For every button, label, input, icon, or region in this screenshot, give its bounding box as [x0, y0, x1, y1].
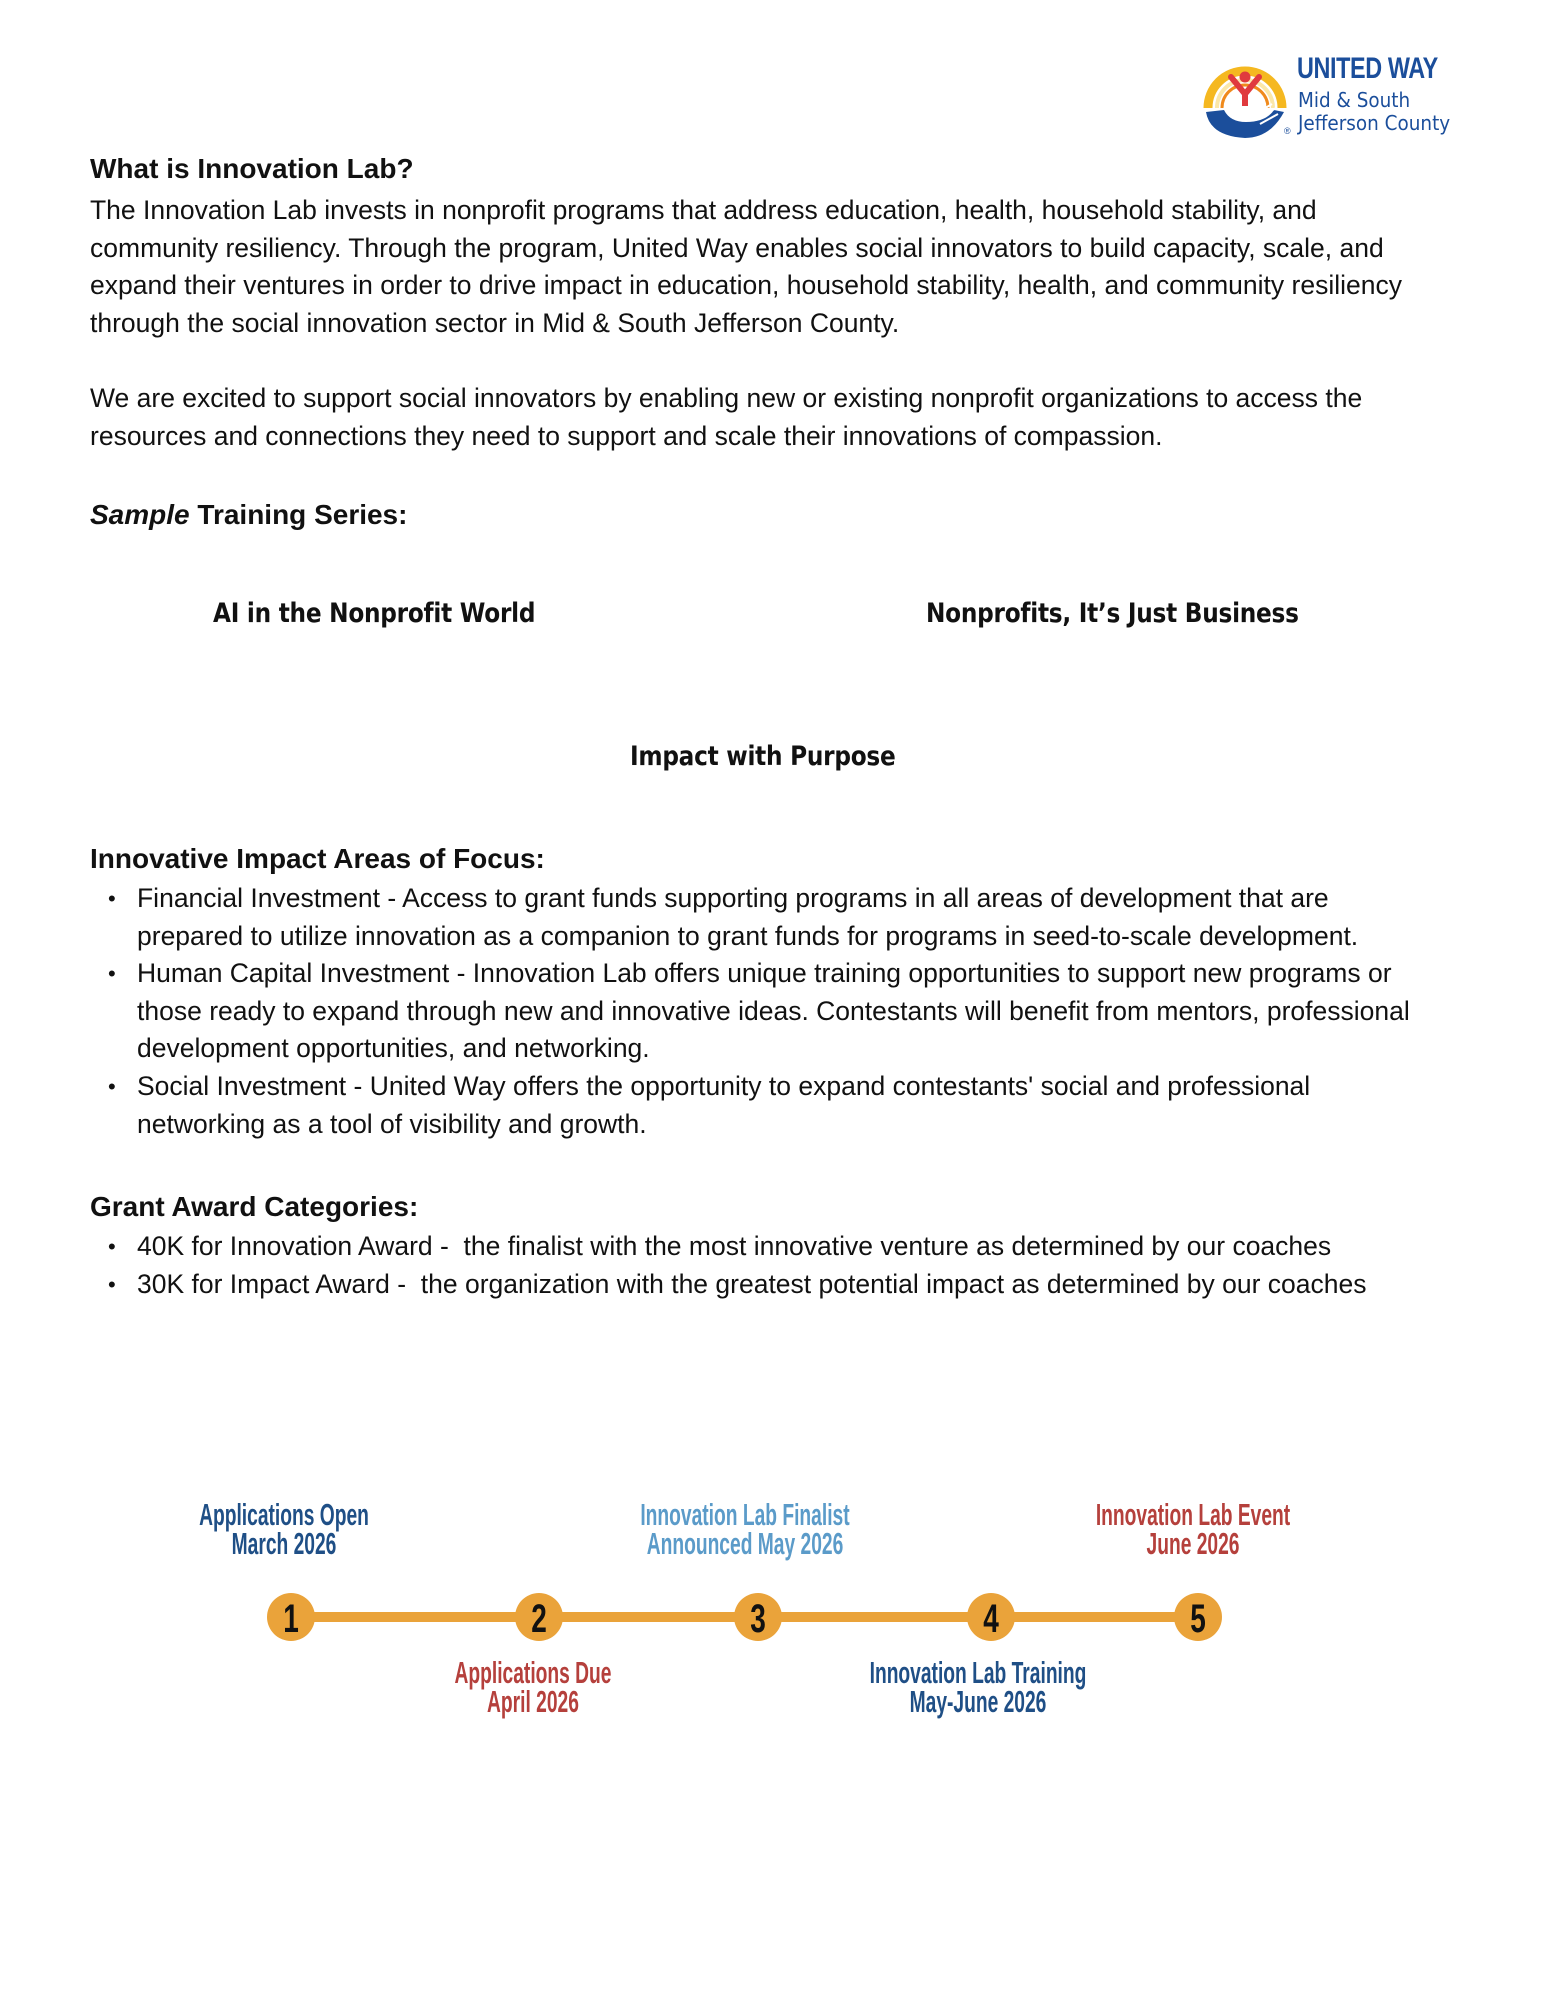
training-item-impact: Impact with Purpose — [630, 741, 896, 772]
focus-item-line: • Human Capital Investment - Innovation Lab offers unique training opportunities to support new programs or — [137, 958, 1392, 989]
timeline-step-date: April 2026 — [487, 1684, 579, 1719]
timeline-step-label — [1038, 1497, 1348, 1561]
timeline-step-number: 2 — [531, 1597, 547, 1642]
timeline-step-number: 4 — [983, 1597, 999, 1642]
timeline — [0, 1460, 1545, 1760]
focus-item-line: development opportunities, and networking. — [137, 1033, 650, 1064]
timeline-step-date: June 2026 — [1146, 1526, 1240, 1561]
support-paragraph — [90, 380, 1362, 455]
united-way-logo — [1200, 50, 1480, 150]
registered-mark: ® — [1284, 126, 1291, 136]
timeline-step-date: March 2026 — [231, 1526, 337, 1561]
intro-line: through the social innovation sector in Mid & South Jefferson County. — [90, 307, 900, 338]
training-item-ai: AI in the Nonprofit World — [213, 598, 536, 629]
timeline-step-number: 5 — [1190, 1597, 1206, 1642]
timeline-step-title: Applications Open — [199, 1497, 369, 1532]
training-heading-rest: Training Series: — [189, 499, 408, 530]
timeline-step-date: Announced May 2026 — [646, 1526, 844, 1561]
focus-item-financial — [90, 880, 1490, 955]
support-line: We are excited to support social innovators by enabling new or existing nonprofit organizations to access the — [90, 383, 1363, 413]
intro-line: expand their ventures in order to drive impact in education, household stability, health, and community resiliency — [90, 270, 1402, 301]
awards-list — [90, 1228, 1490, 1303]
focus-item-human-capital — [90, 955, 1490, 1068]
intro-line: The Innovation Lab invests in nonprofit programs that address education, health, household stability, and — [90, 195, 1317, 225]
focus-item-line: those ready to expand through new and innovative ideas. Contestants will benefit from mentors, professional — [137, 995, 1410, 1026]
award-item-impact: • 30K for Impact Award - the organization with the greatest potential impact as determined by our coaches — [90, 1266, 1490, 1304]
focus-item-line: • Social Investment - United Way offers the opportunity to expand contestants' social and professional — [137, 1070, 1311, 1101]
focus-heading: Innovative Impact Areas of Focus: — [90, 843, 545, 874]
what-is-heading: What is Innovation Lab? — [90, 153, 414, 184]
united-way-hand-rainbow-icon — [1200, 50, 1290, 140]
focus-item-line: • Financial Investment - Access to grant funds supporting programs in all areas of development that are — [137, 883, 1329, 913]
timeline-step-date: May-June 2026 — [909, 1684, 1047, 1719]
training-heading — [90, 498, 407, 532]
logo-title: UNITED WAY — [1297, 52, 1438, 85]
timeline-step-title: Innovation Lab Event — [1095, 1497, 1291, 1532]
training-heading-italic: Sample — [90, 499, 190, 530]
intro-paragraph — [90, 192, 1402, 342]
focus-item-social — [90, 1068, 1490, 1143]
award-item-innovation: • 40K for Innovation Award - the finalist with the most innovative venture as determined by our coaches — [90, 1228, 1490, 1266]
timeline-step-title: Innovation Lab Finalist — [640, 1497, 850, 1532]
intro-line: community resiliency. Through the program, United Way enables social innovators to build capacity, scale, and — [90, 232, 1384, 263]
logo-subtitle-line1: Mid & South — [1298, 88, 1411, 112]
focus-item-line: networking as a tool of visibility and growth. — [137, 1108, 647, 1139]
timeline-step-label — [378, 1655, 688, 1719]
focus-item-line: prepared to utilize innovation as a companion to grant funds for programs in seed-to-scale development. — [137, 920, 1359, 951]
timeline-step-title: Applications Due — [454, 1655, 612, 1690]
timeline-step-label — [823, 1655, 1133, 1719]
timeline-step-label — [129, 1497, 439, 1561]
timeline-step-number: 3 — [750, 1597, 766, 1642]
support-line: resources and connections they need to support and scale their innovations of compassion. — [90, 420, 1163, 451]
training-item-business: Nonprofits, It’s Just Business — [926, 598, 1299, 629]
logo-subtitle-line2: Jefferson County — [1298, 111, 1451, 135]
timeline-step-number: 1 — [283, 1597, 299, 1642]
focus-list — [90, 880, 1490, 1143]
timeline-step-label — [590, 1497, 900, 1561]
timeline-step-title: Innovation Lab Training — [869, 1655, 1087, 1690]
awards-heading: Grant Award Categories: — [90, 1191, 419, 1222]
